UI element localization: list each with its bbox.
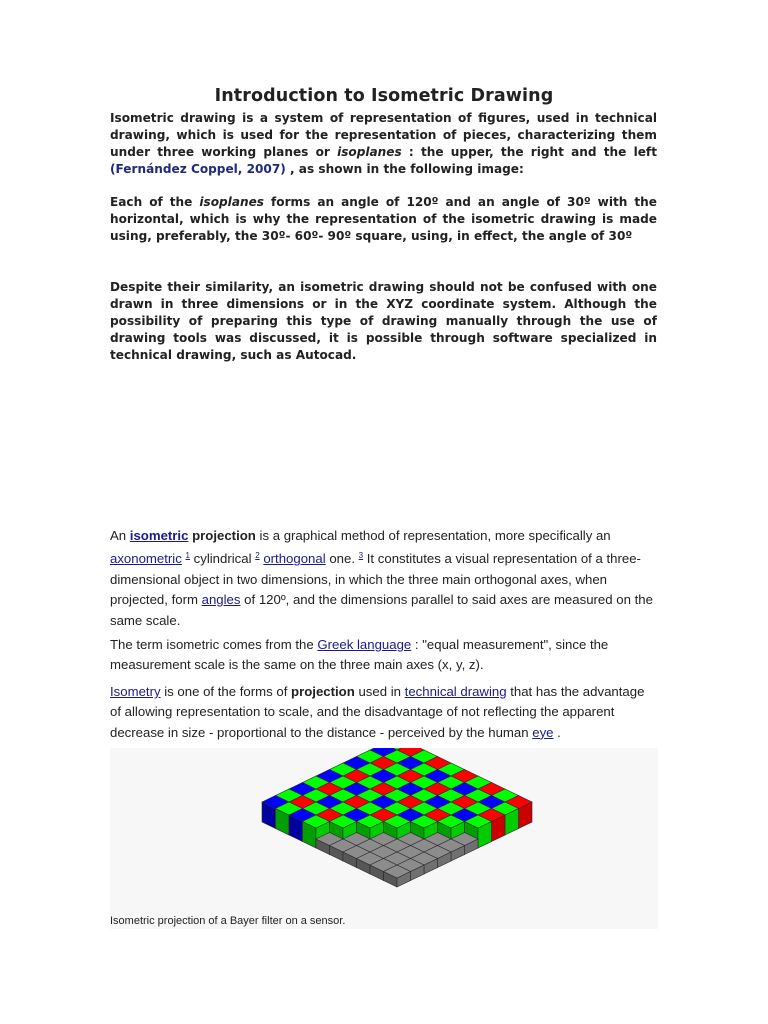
text-run: that has the advantage of allowing representation to scale, and the disadvantage of not reflecting the apparent decrease in size - proportional to the distance - perceived by the human — [110, 684, 645, 740]
bayer-filter-illustration — [110, 748, 658, 929]
link-technical-drawing[interactable]: technical drawing — [404, 684, 507, 699]
intro-paragraph — [110, 110, 657, 178]
text-run: used in — [354, 684, 405, 699]
citation: (Fernández Coppel, 2007) — [110, 162, 286, 176]
text-run: Each of the — [110, 195, 200, 209]
link-isometric[interactable]: isometric — [129, 528, 189, 543]
page-title: Introduction to Isometric Drawing — [214, 86, 554, 106]
link-greek-language[interactable]: Greek language — [317, 637, 412, 652]
text-run: is a graphical method of representation, more specifically an — [255, 528, 611, 543]
link-isometry[interactable]: Isometry — [110, 684, 161, 699]
link-eye[interactable]: eye — [532, 724, 554, 740]
text-run: forms an angle of 120º and an angle of 30º with the horizontal, which is why the representation of the isometric drawing is made using, preferably, the 30º- 60º- 90º square, using, in effect, the angle of 30º — [110, 195, 657, 243]
text-run: one. — [325, 551, 359, 567]
text-run: The term isometric comes from the — [110, 637, 318, 652]
text-run: It constitutes a visual representation of a three-dimensional object in two dimensions, in which the three main orthogonal axes, when projected, form — [110, 551, 641, 608]
angle-paragraph — [110, 194, 657, 245]
bold-projection: projection — [291, 684, 355, 699]
footnote-3-link[interactable]: 3 — [358, 551, 364, 561]
text-run: An — [110, 528, 130, 543]
text-run: : "equal measurement", since the measurement scale is the same on the three main axes (x, y, z). — [110, 637, 609, 673]
etymology-paragraph — [110, 635, 658, 676]
link-axonometric[interactable]: axonometric — [110, 551, 182, 567]
figure-caption: Isometric projection of a Bayer filter on a sensor. — [110, 915, 346, 927]
text-run: Isometric drawing is a system of representation of figures, used in technical drawing, which is used for the representation of pieces, characterizing them under three working planes or — [110, 111, 657, 159]
link-orthogonal[interactable]: orthogonal — [263, 551, 326, 567]
text-run: , as shown in the following image: — [285, 162, 524, 176]
footnote-1-link[interactable]: 1 — [185, 551, 190, 561]
text-run: of 120º, and the dimensions parallel to said axes are measured on the same scale. — [110, 592, 653, 628]
footnote-2-link[interactable]: 2 — [255, 551, 260, 561]
definition-paragraph — [110, 526, 658, 631]
isometry-paragraph — [110, 682, 658, 743]
bayer-filter-figure — [110, 748, 658, 929]
text-run: is one of the forms of — [160, 684, 292, 699]
link-angles[interactable]: angles — [201, 592, 241, 608]
bold-projection: projection — [192, 528, 256, 543]
similarity-paragraph: Despite their similarity, an isometric drawing should not be confused with one drawn in three dimensions or in the XYZ coordinate system. Although the possibility of preparing this type of drawing manually through the use of drawing tools was discussed, it is possible through software specialized in technical drawing, such as Autocad. — [110, 280, 657, 362]
text-run: cylindrical — [189, 551, 256, 567]
text-run: : the upper, the right and the left — [401, 145, 657, 159]
emphasis-isoplanes: isoplanes — [199, 195, 264, 209]
emphasis-isoplanes: isoplanes — [337, 145, 402, 159]
text-run: . — [553, 724, 561, 740]
